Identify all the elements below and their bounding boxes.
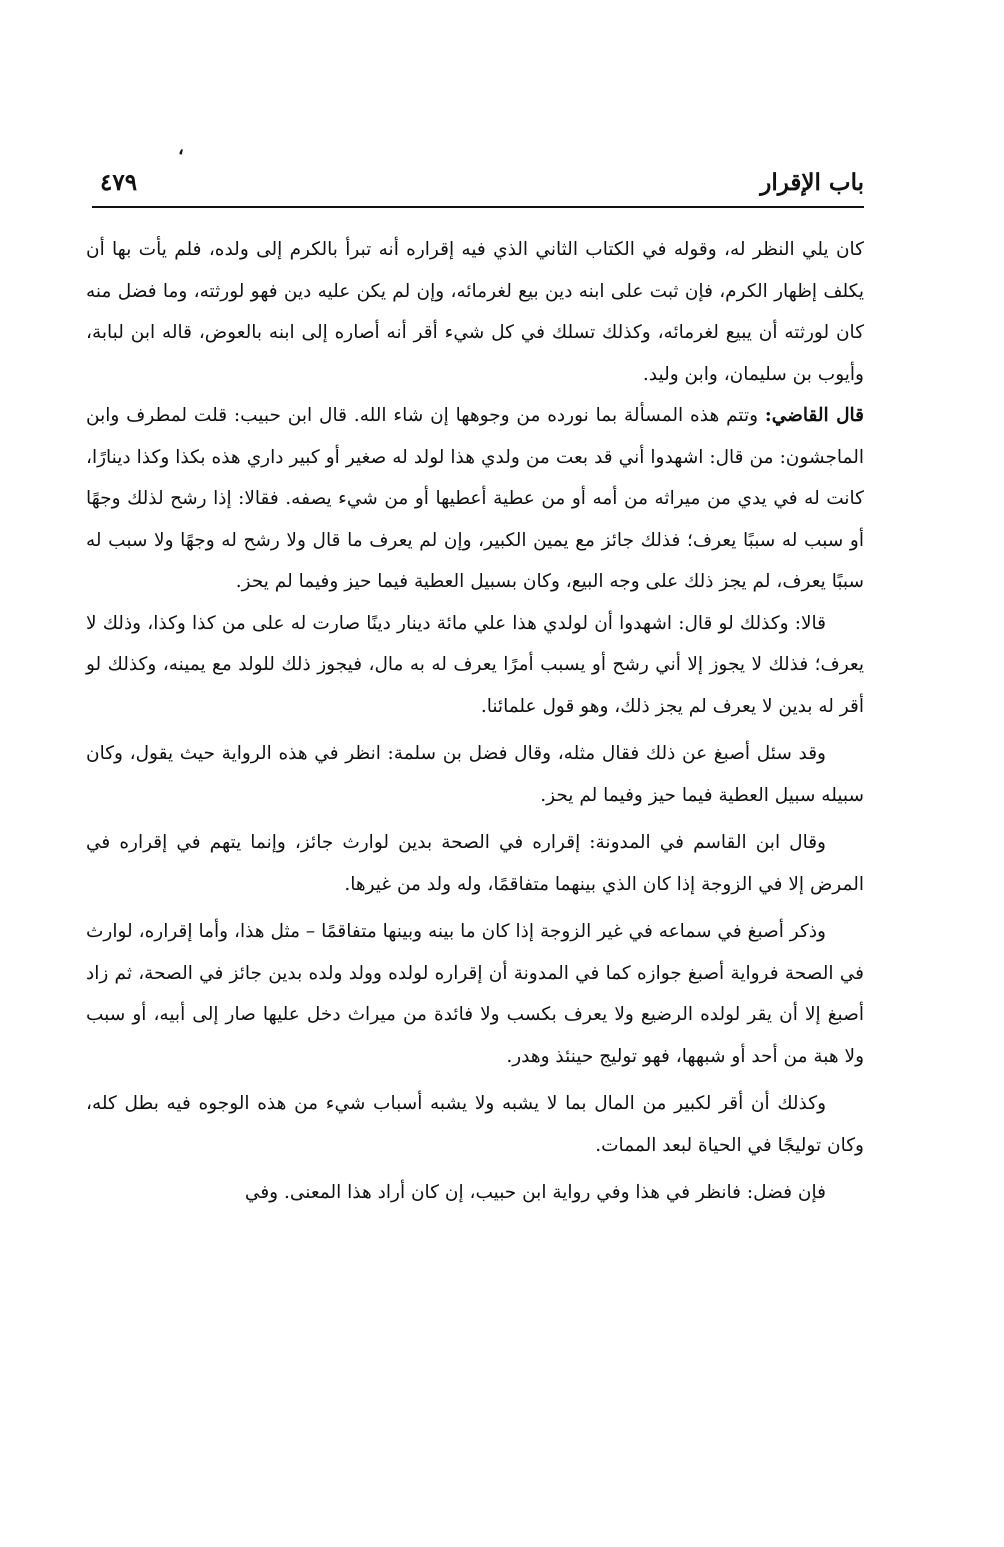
paragraph-2-lead: قال القاضي: — [764, 405, 864, 426]
top-ink-mark: ، — [178, 138, 184, 159]
paragraph-1: كان يلي النظر له، وقوله في الكتاب الثاني الذي فيه إقراره أنه تبرأ بالكرم إلى ولده، فلم يأت بها أن يكلف إظهار الكرم، فإن ثبت على ابنه دين بيع لغرمائه، وإن لم يكن عليه دين فهو لورثته، وما فضل منه كان لورثته أن يبيع لغرمائه، وكذلك تسلك في كل شيء أقر أنه أصاره إلى ابنه بالعوض، قاله ابن لبابة، وأيوب بن سليمان، وابن وليد. — [86, 239, 864, 385]
page-header — [92, 166, 864, 206]
paragraph-8: فإن فضل: فانظر في هذا وفي رواية ابن حبيب، إن كان أراد هذا المعنى. وفي — [244, 1182, 826, 1203]
paragraph-3: قالا: وكذلك لو قال: اشهدوا أن لولدي هذا علي مائة دينار دينًا صارت له على من كذا وكذا، وذلك لا يعرف؛ فذلك لا يجوز إلا أني رشح أو يسبب أمرًا يعرف له به مال، فيجوز ذلك للولد مع يمينه، وكذلك لو أقر له بدين لا يعرف لم يجز ذلك، وهو قول علمائنا. — [86, 612, 864, 717]
page-number: ٤٧٩ — [100, 169, 138, 196]
page-body — [86, 229, 864, 1214]
running-title: باب الإقرار — [760, 169, 864, 196]
paragraph-6: وذكر أصبغ في سماعه في غير الزوجة إذا كان ما بينه وبينها متفاقمًا – مثل هذا، وأما إقراره، لوارث في الصحة فرواية أصبغ جوازه كما في المدونة أن إقراره لولده وولد ولده بدين جائز في الصحة، ثم زاد أصبغ إلا أن يقر لولده الرضيع ولا يعرف بكسب ولا فائدة من ميراث دخل عليها صار إلى أبيه، أو سبب ولا هبة من أحد أو شبهها، فهو توليج حينئذ وهدر. — [86, 921, 864, 1067]
paragraph-5: وقال ابن القاسم في المدونة: إقراره في الصحة بدين لوارث جائز، وإنما يتهم في إقراره في المرض إلا في الزوجة إذا كان الذي بينهما متفاقمًا، وله ولد من غيرها. — [86, 832, 864, 895]
header-divider — [92, 206, 864, 208]
paragraph-2 — [86, 395, 864, 603]
paragraph-4: وقد سئل أصبغ عن ذلك فقال مثله، وقال فضل بن سلمة: انظر في هذه الرواية حيث يقول، وكان سبيله سبيل العطية فيما حيز وفيما لم يحز. — [86, 743, 864, 806]
paragraph-7: وكذلك أن أقر لكبير من المال بما لا يشبه ولا يشبه أسباب شيء من هذه الوجوه فيه بطل كله، وكان توليجًا في الحياة لبعد الممات. — [86, 1093, 864, 1156]
paragraph-2-text: وتتم هذه المسألة بما نورده من وجوهها إن شاء الله. قال ابن حبيب: قلت لمطرف وابن الماجشون: من قال: اشهدوا أني قد بعت من ولدي هذا لولد له صغير أو كبير داري هذه بكذا وكذا دينارًا، كانت له في يدي من ميراثه من أمه أو من عطية أعطيها أو من شيء يصفه. فقالا: إذا رشح لذلك وجهًا أو سبب له سببًا يعرف؛ فذلك جائز مع يمين الكبير، وإن لم يعرف ما قال ولا رشح له وجهًا ولا سبب له سببًا يعرف، لم يجز ذلك على وجه البيع، وكان بسبيل العطية فيما حيز وفيما لم يحز. — [86, 405, 864, 592]
